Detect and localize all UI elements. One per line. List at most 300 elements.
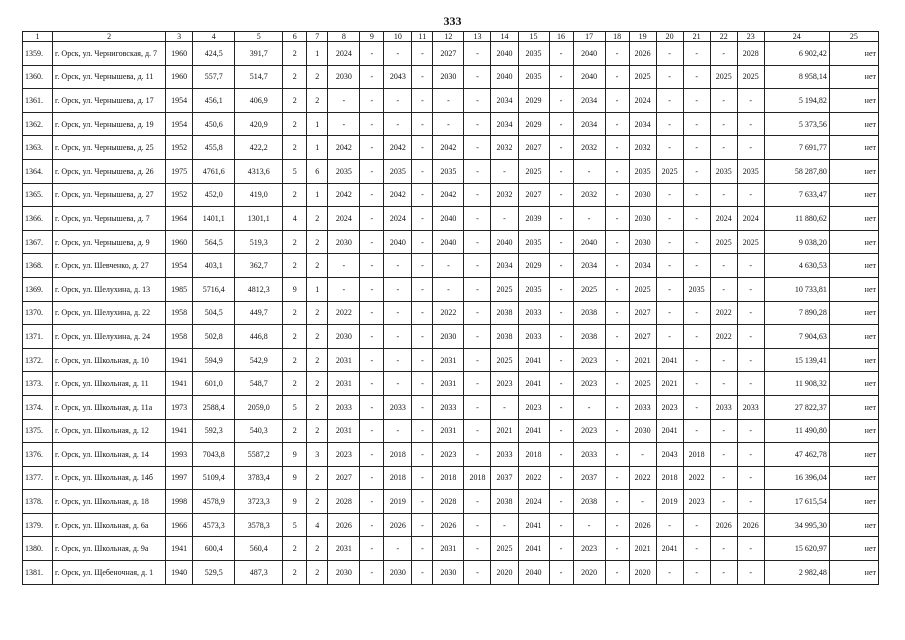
table-cell: 391,7 (235, 42, 283, 66)
table-cell: 2035 (328, 159, 360, 183)
table-body (23, 42, 879, 585)
table-cell: - (360, 513, 384, 537)
table-cell: - (360, 42, 384, 66)
table-cell: 2032 (491, 183, 518, 207)
table-cell: - (605, 254, 629, 278)
column-header: 17 (573, 32, 605, 42)
table-cell: 2026 (384, 513, 412, 537)
table-cell: 2030 (629, 183, 656, 207)
table-cell: - (412, 419, 433, 443)
row-number: 1363. (23, 136, 53, 160)
table-cell: 2020 (629, 561, 656, 585)
table-cell: 2038 (573, 325, 605, 349)
table-cell: 2027 (629, 301, 656, 325)
table-cell: - (683, 112, 710, 136)
table-cell: - (464, 277, 491, 301)
table-cell: 1973 (166, 395, 193, 419)
table-cell: 2034 (629, 254, 656, 278)
table-cell: - (464, 230, 491, 254)
table-cell: 2 (307, 65, 328, 89)
table-cell: 2035 (683, 277, 710, 301)
table-cell: - (656, 136, 683, 160)
table-cell: - (549, 372, 573, 396)
row-number: 1362. (23, 112, 53, 136)
table-cell: - (737, 372, 764, 396)
table-cell: - (360, 254, 384, 278)
table-cell: 564,5 (193, 230, 235, 254)
table-cell: 2588,4 (193, 395, 235, 419)
table-cell: 2038 (573, 490, 605, 514)
table-cell: 2 (307, 561, 328, 585)
column-header: 23 (737, 32, 764, 42)
table-cell: - (464, 89, 491, 113)
table-cell: - (464, 254, 491, 278)
cost-cell: 6 902,42 (764, 42, 829, 66)
row-number: 1374. (23, 395, 53, 419)
table-cell: - (683, 230, 710, 254)
table-cell: - (491, 159, 518, 183)
table-cell: - (549, 277, 573, 301)
cost-cell: 15 620,97 (764, 537, 829, 561)
column-header: 4 (193, 32, 235, 42)
table-cell: - (433, 254, 464, 278)
table-cell: 2031 (433, 419, 464, 443)
table-cell: 2038 (491, 325, 518, 349)
table-cell: - (683, 537, 710, 561)
table-cell: - (464, 65, 491, 89)
table-cell: 560,4 (235, 537, 283, 561)
table-cell: 504,5 (193, 301, 235, 325)
table-cell: - (412, 348, 433, 372)
table-cell: 1941 (166, 372, 193, 396)
table-cell: 2026 (629, 42, 656, 66)
table-cell: - (412, 490, 433, 514)
table-cell: 2025 (656, 159, 683, 183)
table-cell: - (360, 136, 384, 160)
table-cell: 600,4 (193, 537, 235, 561)
address-cell: г. Орск, ул. Чернышева, д. 11 (53, 65, 166, 89)
table-cell: 4578,9 (193, 490, 235, 514)
table-cell: - (683, 419, 710, 443)
table-cell: - (683, 301, 710, 325)
table-cell: - (412, 466, 433, 490)
cost-cell: 5 373,56 (764, 112, 829, 136)
table-cell: 2030 (328, 325, 360, 349)
table-cell: 2028 (328, 490, 360, 514)
column-header: 15 (518, 32, 549, 42)
table-cell: 2025 (518, 159, 549, 183)
table-cell: - (605, 561, 629, 585)
table-cell: 2030 (629, 207, 656, 231)
table-cell: 424,5 (193, 42, 235, 66)
table-cell: 5 (283, 513, 307, 537)
table-cell: 1954 (166, 89, 193, 113)
table-cell: - (360, 443, 384, 467)
table-cell: - (683, 136, 710, 160)
table-row (23, 419, 879, 443)
table-cell: 2034 (491, 89, 518, 113)
table-cell: - (683, 207, 710, 231)
row-number: 1381. (23, 561, 53, 585)
table-cell: 2029 (518, 89, 549, 113)
table-cell: - (683, 372, 710, 396)
table-cell: 449,7 (235, 301, 283, 325)
table-cell: 2025 (737, 230, 764, 254)
table-cell: 1954 (166, 254, 193, 278)
table-cell: 2033 (573, 443, 605, 467)
table-cell: 2 (283, 561, 307, 585)
column-header: 7 (307, 32, 328, 42)
status-cell: нет (829, 254, 878, 278)
table-cell: 2030 (629, 419, 656, 443)
table-cell: 2026 (737, 513, 764, 537)
table-cell: 2039 (518, 207, 549, 231)
table-cell: 2 (283, 230, 307, 254)
table-cell: 4812,3 (235, 277, 283, 301)
table-cell: - (605, 112, 629, 136)
table-cell: - (384, 254, 412, 278)
row-number: 1379. (23, 513, 53, 537)
table-cell: - (549, 254, 573, 278)
table-cell: - (605, 230, 629, 254)
table-cell: - (656, 301, 683, 325)
cost-cell: 2 982,48 (764, 561, 829, 585)
table-cell: - (491, 207, 518, 231)
address-cell: г. Орск, ул. Чернышева, д. 27 (53, 183, 166, 207)
table-cell: 2 (283, 348, 307, 372)
table-cell: 1 (307, 42, 328, 66)
table-cell: 2032 (629, 136, 656, 160)
table-cell: 2042 (433, 136, 464, 160)
table-cell: 4761,6 (193, 159, 235, 183)
table-cell: - (360, 419, 384, 443)
status-cell: нет (829, 112, 878, 136)
table-cell: 2040 (573, 65, 605, 89)
table-cell: 2 (307, 537, 328, 561)
table-cell: - (464, 443, 491, 467)
table-row (23, 112, 879, 136)
table-cell: 362,7 (235, 254, 283, 278)
table-cell: - (549, 395, 573, 419)
table-cell: 2031 (433, 372, 464, 396)
table-cell: 2027 (433, 42, 464, 66)
table-cell: - (328, 89, 360, 113)
table-cell: 2024 (518, 490, 549, 514)
table-cell: - (710, 183, 737, 207)
table-cell: - (328, 277, 360, 301)
table-cell: - (412, 254, 433, 278)
table-cell: - (549, 419, 573, 443)
table-cell: - (464, 42, 491, 66)
table-cell: 519,3 (235, 230, 283, 254)
table-cell: 592,3 (193, 419, 235, 443)
table-cell: - (328, 112, 360, 136)
table-cell: 2018 (384, 443, 412, 467)
table-cell: 1985 (166, 277, 193, 301)
table-cell: 2042 (384, 136, 412, 160)
table-cell: - (384, 42, 412, 66)
table-cell: - (605, 277, 629, 301)
table-cell: - (433, 112, 464, 136)
table-cell: - (737, 254, 764, 278)
table-cell: 2029 (518, 254, 549, 278)
cost-cell: 10 733,81 (764, 277, 829, 301)
table-cell: 2032 (573, 183, 605, 207)
table-cell: 2021 (629, 537, 656, 561)
table-cell: 2043 (384, 65, 412, 89)
row-number: 1365. (23, 183, 53, 207)
table-cell: 9 (283, 466, 307, 490)
table-cell: - (360, 466, 384, 490)
status-cell: нет (829, 513, 878, 537)
table-cell: 2033 (328, 395, 360, 419)
table-cell: - (656, 277, 683, 301)
table-cell: 2027 (629, 325, 656, 349)
table-cell: - (360, 65, 384, 89)
table-cell: 2 (307, 395, 328, 419)
table-cell: 557,7 (193, 65, 235, 89)
table-cell: 2025 (737, 65, 764, 89)
table-cell: - (464, 112, 491, 136)
table-cell: - (384, 89, 412, 113)
table-cell: - (360, 183, 384, 207)
table-cell: 2042 (328, 183, 360, 207)
table-cell: 7043,8 (193, 443, 235, 467)
table-cell: 420,9 (235, 112, 283, 136)
table-cell: 2022 (710, 325, 737, 349)
table-cell: - (737, 136, 764, 160)
row-number: 1376. (23, 443, 53, 467)
table-cell: 2026 (629, 513, 656, 537)
row-number: 1373. (23, 372, 53, 396)
table-cell: - (737, 348, 764, 372)
column-header: 25 (829, 32, 878, 42)
status-cell: нет (829, 561, 878, 585)
table-cell: 2018 (433, 466, 464, 490)
table-cell: - (605, 325, 629, 349)
table-cell: - (737, 89, 764, 113)
table-cell: - (412, 89, 433, 113)
table-cell: 5716,4 (193, 277, 235, 301)
table-cell: - (656, 42, 683, 66)
table-cell: 2041 (656, 537, 683, 561)
table-cell: - (549, 490, 573, 514)
table-cell: 2 (283, 89, 307, 113)
table-cell: 2041 (518, 348, 549, 372)
table-cell: - (710, 443, 737, 467)
table-cell: - (573, 207, 605, 231)
table-cell: 1960 (166, 42, 193, 66)
table-cell: 1941 (166, 348, 193, 372)
table-cell: - (412, 277, 433, 301)
table-cell: 2 (307, 89, 328, 113)
table-cell: 2022 (518, 466, 549, 490)
table-cell: - (683, 561, 710, 585)
table-row (23, 372, 879, 396)
table-cell: - (710, 466, 737, 490)
table-cell: - (656, 207, 683, 231)
table-cell: 2018 (518, 443, 549, 467)
table-cell: - (605, 42, 629, 66)
table-row (23, 301, 879, 325)
table-cell: 5587,2 (235, 443, 283, 467)
cost-cell: 8 958,14 (764, 65, 829, 89)
cost-cell: 4 630,53 (764, 254, 829, 278)
table-cell: 2023 (683, 490, 710, 514)
table-cell: 6 (307, 159, 328, 183)
table-cell: 403,1 (193, 254, 235, 278)
table-cell: - (549, 325, 573, 349)
table-cell: 2034 (629, 112, 656, 136)
table-cell: 1952 (166, 183, 193, 207)
table-cell: - (464, 325, 491, 349)
table-cell: 2025 (491, 537, 518, 561)
table-cell: 2042 (433, 183, 464, 207)
table-cell: - (412, 325, 433, 349)
table-cell: 2038 (573, 301, 605, 325)
table-cell: 2024 (737, 207, 764, 231)
table-cell: 4573,3 (193, 513, 235, 537)
table-cell: 2028 (737, 42, 764, 66)
column-header: 2 (53, 32, 166, 42)
cost-cell: 7 691,77 (764, 136, 829, 160)
column-header: 5 (235, 32, 283, 42)
table-cell: - (683, 183, 710, 207)
column-header: 13 (464, 32, 491, 42)
table-cell: - (384, 537, 412, 561)
table-cell: 2040 (433, 207, 464, 231)
table-cell: 2022 (683, 466, 710, 490)
table-cell: 1993 (166, 443, 193, 467)
table-cell: 2030 (328, 65, 360, 89)
table-cell: 2030 (384, 561, 412, 585)
status-cell: нет (829, 207, 878, 231)
table-cell: - (412, 183, 433, 207)
address-cell: г. Орск, ул. Школьная, д. 18 (53, 490, 166, 514)
table-cell: 2041 (518, 537, 549, 561)
status-cell: нет (829, 419, 878, 443)
table-cell: 1964 (166, 207, 193, 231)
row-number: 1377. (23, 466, 53, 490)
table-cell: - (710, 89, 737, 113)
table-cell: - (491, 395, 518, 419)
table-cell: - (605, 348, 629, 372)
table-cell: - (464, 136, 491, 160)
table-cell: 2035 (710, 159, 737, 183)
table-cell: 2023 (573, 419, 605, 443)
table-cell: 5 (283, 395, 307, 419)
status-cell: нет (829, 325, 878, 349)
table-cell: - (656, 254, 683, 278)
table-cell: 2024 (710, 207, 737, 231)
cost-cell: 27 822,37 (764, 395, 829, 419)
table-cell: - (605, 513, 629, 537)
table-cell: 2 (283, 42, 307, 66)
table-cell: 2040 (518, 561, 549, 585)
address-cell: г. Орск, ул. Школьная, д. 10 (53, 348, 166, 372)
row-number: 1375. (23, 419, 53, 443)
table-cell: 594,9 (193, 348, 235, 372)
table-cell: - (549, 561, 573, 585)
table-cell: - (656, 65, 683, 89)
column-header: 19 (629, 32, 656, 42)
table-cell: - (549, 466, 573, 490)
cost-cell: 11 880,62 (764, 207, 829, 231)
table-cell: 1941 (166, 537, 193, 561)
table-cell: 2033 (710, 395, 737, 419)
table-cell: 452,0 (193, 183, 235, 207)
table-cell: 2025 (629, 65, 656, 89)
table-cell: 5 (283, 159, 307, 183)
table-cell: - (464, 419, 491, 443)
table-cell: - (605, 419, 629, 443)
table-cell: - (549, 207, 573, 231)
table-cell: - (549, 89, 573, 113)
table-cell: 1940 (166, 561, 193, 585)
column-header: 9 (360, 32, 384, 42)
status-cell: нет (829, 466, 878, 490)
table-cell: 406,9 (235, 89, 283, 113)
address-cell: г. Орск, ул. Черниговская, д. 7 (53, 42, 166, 66)
table-cell: 2 (307, 466, 328, 490)
table-cell: 1 (307, 277, 328, 301)
status-cell: нет (829, 395, 878, 419)
table-row (23, 183, 879, 207)
table-cell: 2023 (491, 372, 518, 396)
table-cell: 4313,6 (235, 159, 283, 183)
table-cell: 2031 (433, 348, 464, 372)
table-cell: 9 (283, 490, 307, 514)
table-cell: 450,6 (193, 112, 235, 136)
table-row (23, 513, 879, 537)
address-cell: г. Орск, ул. Щебеночная, д. 1 (53, 561, 166, 585)
table-cell: 487,3 (235, 561, 283, 585)
table-cell: - (573, 513, 605, 537)
column-header: 3 (166, 32, 193, 42)
table-cell: - (737, 490, 764, 514)
table-cell: - (629, 490, 656, 514)
table-cell: - (328, 254, 360, 278)
table-cell: 2030 (328, 230, 360, 254)
table-cell: - (412, 159, 433, 183)
table-cell: 2030 (629, 230, 656, 254)
table-cell: - (412, 301, 433, 325)
column-header: 22 (710, 32, 737, 42)
table-cell: 2034 (491, 112, 518, 136)
table-cell: - (605, 490, 629, 514)
table-cell: - (464, 395, 491, 419)
address-cell: г. Орск, ул. Чернышева, д. 19 (53, 112, 166, 136)
cost-cell: 16 396,04 (764, 466, 829, 490)
table-cell: 2031 (328, 348, 360, 372)
table-cell: - (629, 443, 656, 467)
status-cell: нет (829, 348, 878, 372)
table-cell: - (360, 207, 384, 231)
table-row (23, 230, 879, 254)
table-cell: - (360, 277, 384, 301)
table-cell: 2027 (328, 466, 360, 490)
table-cell: 2 (283, 112, 307, 136)
address-cell: г. Орск, ул. Чернышева, д. 7 (53, 207, 166, 231)
table-cell: - (605, 443, 629, 467)
table-cell: - (710, 42, 737, 66)
table-cell: 2040 (573, 42, 605, 66)
table-cell: - (710, 372, 737, 396)
table-cell: 1 (307, 136, 328, 160)
column-header: 10 (384, 32, 412, 42)
table-cell: - (605, 466, 629, 490)
table-row (23, 395, 879, 419)
